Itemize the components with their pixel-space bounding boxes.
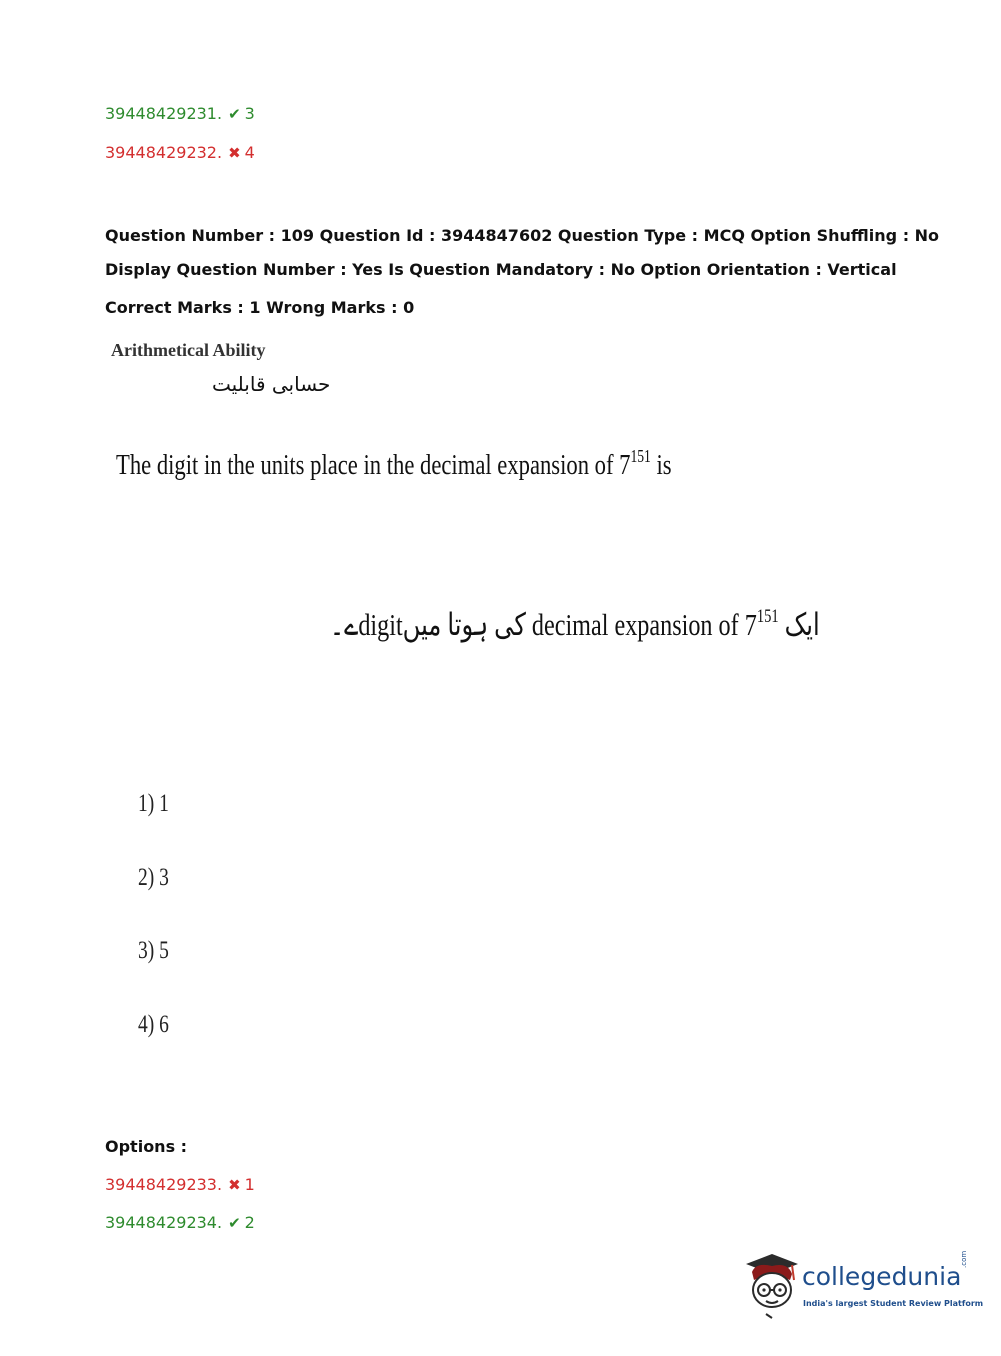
question-meta-line-2: Display Question Number : Yes Is Question Mandatory : No Option Orientation : Vertical: [105, 260, 897, 279]
question-text-urdu: [330, 606, 958, 643]
question-text-end: is: [650, 449, 672, 482]
section-title-urdu: حسابی قابلیت: [212, 372, 331, 396]
option-id: 39448429233.: [105, 1175, 223, 1194]
prev-option-1: [105, 104, 255, 123]
urdu-text-left: ے۔digitکی ہوتا میں: [330, 607, 526, 643]
logo-name: collegedunia: [802, 1262, 962, 1291]
option-1: [105, 1175, 255, 1194]
option-id: 39448429232.: [105, 143, 223, 162]
choice-3: 3) 5: [138, 937, 169, 964]
collegedunia-logo[interactable]: [742, 1250, 984, 1322]
urdu-exponent: 151: [756, 606, 779, 627]
choice-4: 4) 6: [138, 1011, 169, 1038]
prev-option-2: [105, 143, 255, 162]
option-2: [105, 1213, 255, 1232]
logo-tagline: India's largest Student Review Platform: [803, 1299, 984, 1308]
option-value: 1: [244, 1175, 255, 1194]
check-icon: ✔: [228, 105, 241, 123]
mascot-icon: [742, 1250, 802, 1322]
choice-2: 2) 3: [138, 864, 169, 891]
cross-icon: ✖: [228, 1176, 241, 1194]
cross-icon: ✖: [228, 144, 241, 162]
question-meta-line-3: Correct Marks : 1 Wrong Marks : 0: [105, 298, 415, 317]
question-meta-line-1: Question Number : 109 Question Id : 3944847602 Question Type : MCQ Option Shuffling : No: [105, 226, 940, 245]
options-label: Options :: [105, 1137, 188, 1156]
question-text: [116, 446, 828, 482]
urdu-text-mid: decimal expansion of 7: [525, 607, 757, 643]
option-value: 3: [244, 104, 255, 123]
check-icon: ✔: [228, 1214, 241, 1232]
urdu-text-right: ایک: [778, 607, 820, 643]
option-id: 39448429231.: [105, 104, 223, 123]
logo-suffix: .com: [960, 1250, 968, 1268]
choice-1: 1) 1: [138, 790, 169, 817]
option-value: 4: [244, 143, 255, 162]
option-value: 2: [244, 1213, 255, 1232]
section-title: Arithmetical Ability: [111, 340, 266, 360]
option-id: 39448429234.: [105, 1213, 223, 1232]
question-exponent: 151: [630, 446, 651, 466]
question-text-main: The digit in the units place in the decimal expansion of 7: [116, 449, 631, 482]
